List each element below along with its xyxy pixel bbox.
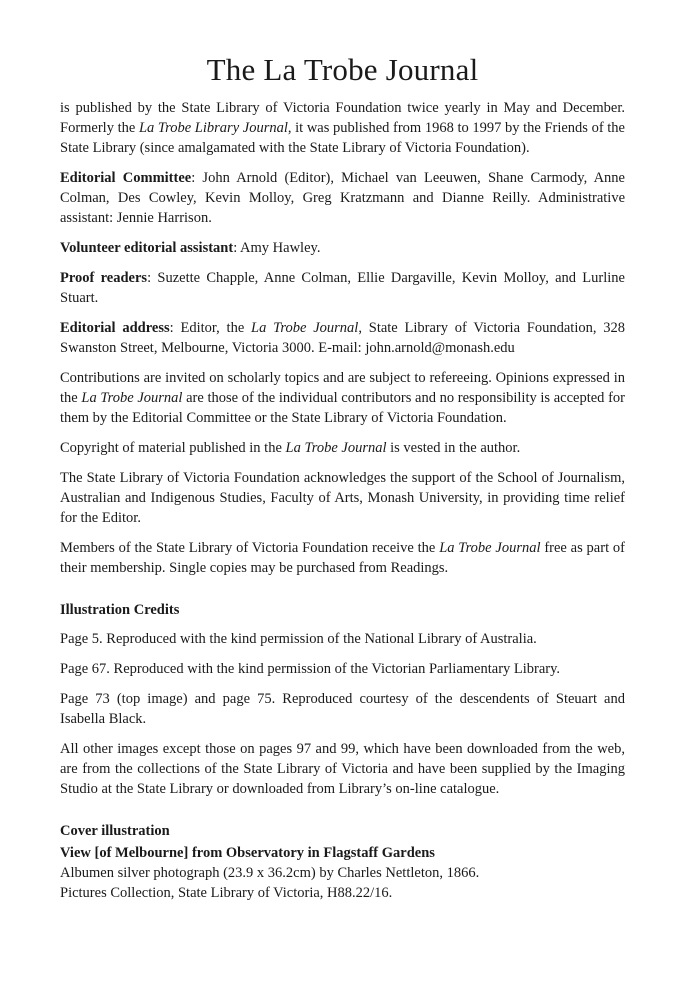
intro-text-1: is published by the State Library of Victoria Foundation twice yearly in May and December. Formerly the bbox=[60, 100, 625, 136]
editorial-committee-text: : John Arnold (Editor), Michael van Leeuwen, Shane Carmody, Anne Colman, Des Cowley, Kevin Molloy, Greg Kratzmann and Dianne Reilly. Administrative assistant: Jennie Harrison. bbox=[60, 170, 625, 226]
credit-item: Page 73 (top image) and page 75. Reproduced courtesy of the descendents of Steuart and Isabella Black. bbox=[60, 691, 625, 727]
page-title: The La Trobe Journal bbox=[206, 52, 479, 87]
editorial-committee-paragraph bbox=[60, 168, 625, 228]
intro-journal-name: La Trobe Library Journal bbox=[138, 120, 288, 136]
journal-info-page bbox=[60, 52, 625, 903]
volunteer-paragraph bbox=[60, 238, 625, 258]
illustration-credits-heading: Illustration Credits bbox=[60, 602, 180, 618]
credit-item: Page 5. Reproduced with the kind permission of the National Library of Australia. bbox=[60, 631, 537, 647]
copyright-text-2: is vested in the author. bbox=[386, 440, 521, 456]
editorial-address-paragraph bbox=[60, 318, 625, 358]
contributions-journal-name: La Trobe Journal bbox=[81, 390, 183, 406]
copyright-paragraph bbox=[60, 438, 625, 458]
proof-readers-paragraph bbox=[60, 268, 625, 308]
copyright-journal-name: La Trobe Journal bbox=[285, 440, 387, 456]
editorial-committee-label: Editorial Committee bbox=[60, 170, 192, 186]
cover-description-line-2: Pictures Collection, State Library of Victoria, H88.22/16. bbox=[60, 885, 393, 901]
cover-title-text: View [of Melbourne] from Observatory in Flagstaff Gardens bbox=[60, 845, 435, 861]
members-journal-name: La Trobe Journal bbox=[439, 540, 541, 556]
cover-illustration-heading: Cover illustration bbox=[60, 823, 170, 839]
members-paragraph bbox=[60, 538, 625, 578]
members-text-2: free as part of their membership. Single copies may be purchased from Readings. bbox=[60, 540, 625, 576]
contributions-paragraph bbox=[60, 368, 625, 428]
acknowledgement-paragraph: The State Library of Victoria Foundation acknowledges the support of the School of Journalism, Australian and Indigenous Studies, Faculty of Arts, Monash University, in providing time relief for the Editor. bbox=[60, 470, 625, 526]
proof-readers-label: Proof readers bbox=[60, 270, 148, 286]
members-text-1: Members of the State Library of Victoria Foundation receive the bbox=[60, 540, 440, 556]
proof-readers-text: : Suzette Chapple, Anne Colman, Ellie Dargaville, Kevin Molloy, and Lurline Stuart. bbox=[60, 270, 625, 306]
editorial-address-label: Editorial address bbox=[60, 320, 170, 336]
volunteer-label: Volunteer editorial assistant bbox=[60, 240, 234, 256]
cover-description-line-1: Albumen silver photograph (23.9 x 36.2cm) by Charles Nettleton, 1866. bbox=[60, 865, 480, 881]
intro-paragraph bbox=[60, 98, 625, 158]
copyright-text-1: Copyright of material published in the bbox=[60, 440, 286, 456]
editorial-address-text-1: : Editor, the bbox=[169, 320, 252, 336]
contributions-text-2: are those of the individual contributors and no responsibility is accepted for them by the Editorial Committee or the State Library of Victoria Foundation. bbox=[60, 390, 625, 426]
editorial-address-journal-name: La Trobe Journal bbox=[251, 320, 359, 336]
editorial-address-text-2: , State Library of Victoria Foundation, 328 Swanston Street, Melbourne, Victoria 3000. E-mail: john.arnold@monash.edu bbox=[60, 320, 626, 356]
cover-title bbox=[60, 843, 625, 863]
intro-text-2: , it was published from 1968 to 1997 by the Friends of the State Library (since amalgamated with the State Library of Victoria Foundation). bbox=[60, 120, 625, 156]
credit-item: All other images except those on pages 97 and 99, which have been downloaded from the web, are from the collections of the State Library of Victoria and have been supplied by the Imaging Studio at the State Library or downloaded from Library’s on-line catalogue. bbox=[60, 741, 625, 797]
credit-item: Page 67. Reproduced with the kind permission of the Victorian Parliamentary Library. bbox=[60, 661, 561, 677]
volunteer-text: : Amy Hawley. bbox=[233, 240, 321, 256]
contributions-text-1: Contributions are invited on scholarly topics and are subject to refereeing. Opinions expressed in the bbox=[60, 370, 625, 406]
